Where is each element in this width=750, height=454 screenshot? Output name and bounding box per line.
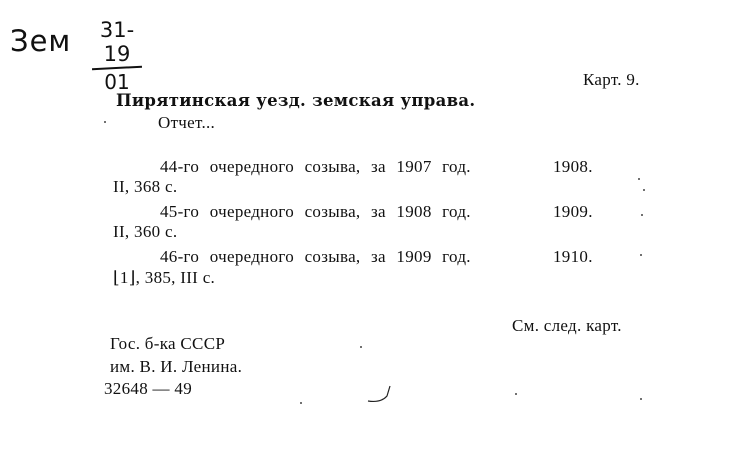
handwritten-numerator: 31-19 [99,18,135,66]
library-line-1: Гос. б-ка СССР [110,334,226,353]
scan-speck [641,214,643,216]
see-next-card: См. след. карт. [512,316,622,335]
scan-speck [300,402,302,404]
entry-pages: ⌊1⌋, 385, III с. [113,268,216,287]
scan-speck [515,393,517,395]
pen-mark [365,382,395,406]
entry-pages: II, 368 с. [113,177,178,196]
card-number: Карт. 9. [583,70,640,89]
scan-speck [640,254,642,256]
library-line-2: им. В. И. Ленина. [110,357,243,376]
scan-speck [640,398,642,400]
entry-year: 1910. [553,247,593,266]
library-code: 32648 — 49 [104,379,192,398]
scan-speck [638,178,640,180]
handwritten-code: Зем [10,24,72,58]
handwritten-denominator: 01 [104,70,130,94]
heading: Пирятинская уезд. земская управа. [116,91,476,110]
scan-speck [360,346,362,348]
scan-speck [643,189,645,191]
entry-year: 1908. [553,157,593,176]
handwritten-fraction [90,18,144,93]
entry-line: 45-го очередного созыва, за 1908 год. [160,202,471,221]
entry-year: 1909. [553,202,593,221]
scan-speck [104,121,106,123]
subtitle: Отчет... [158,113,216,132]
entry-pages: II, 360 с. [113,222,178,241]
entry-line: 46-го очередного созыва, за 1909 год. [160,247,471,266]
entry-line: 44-го очередного созыва, за 1907 год. [160,157,471,176]
